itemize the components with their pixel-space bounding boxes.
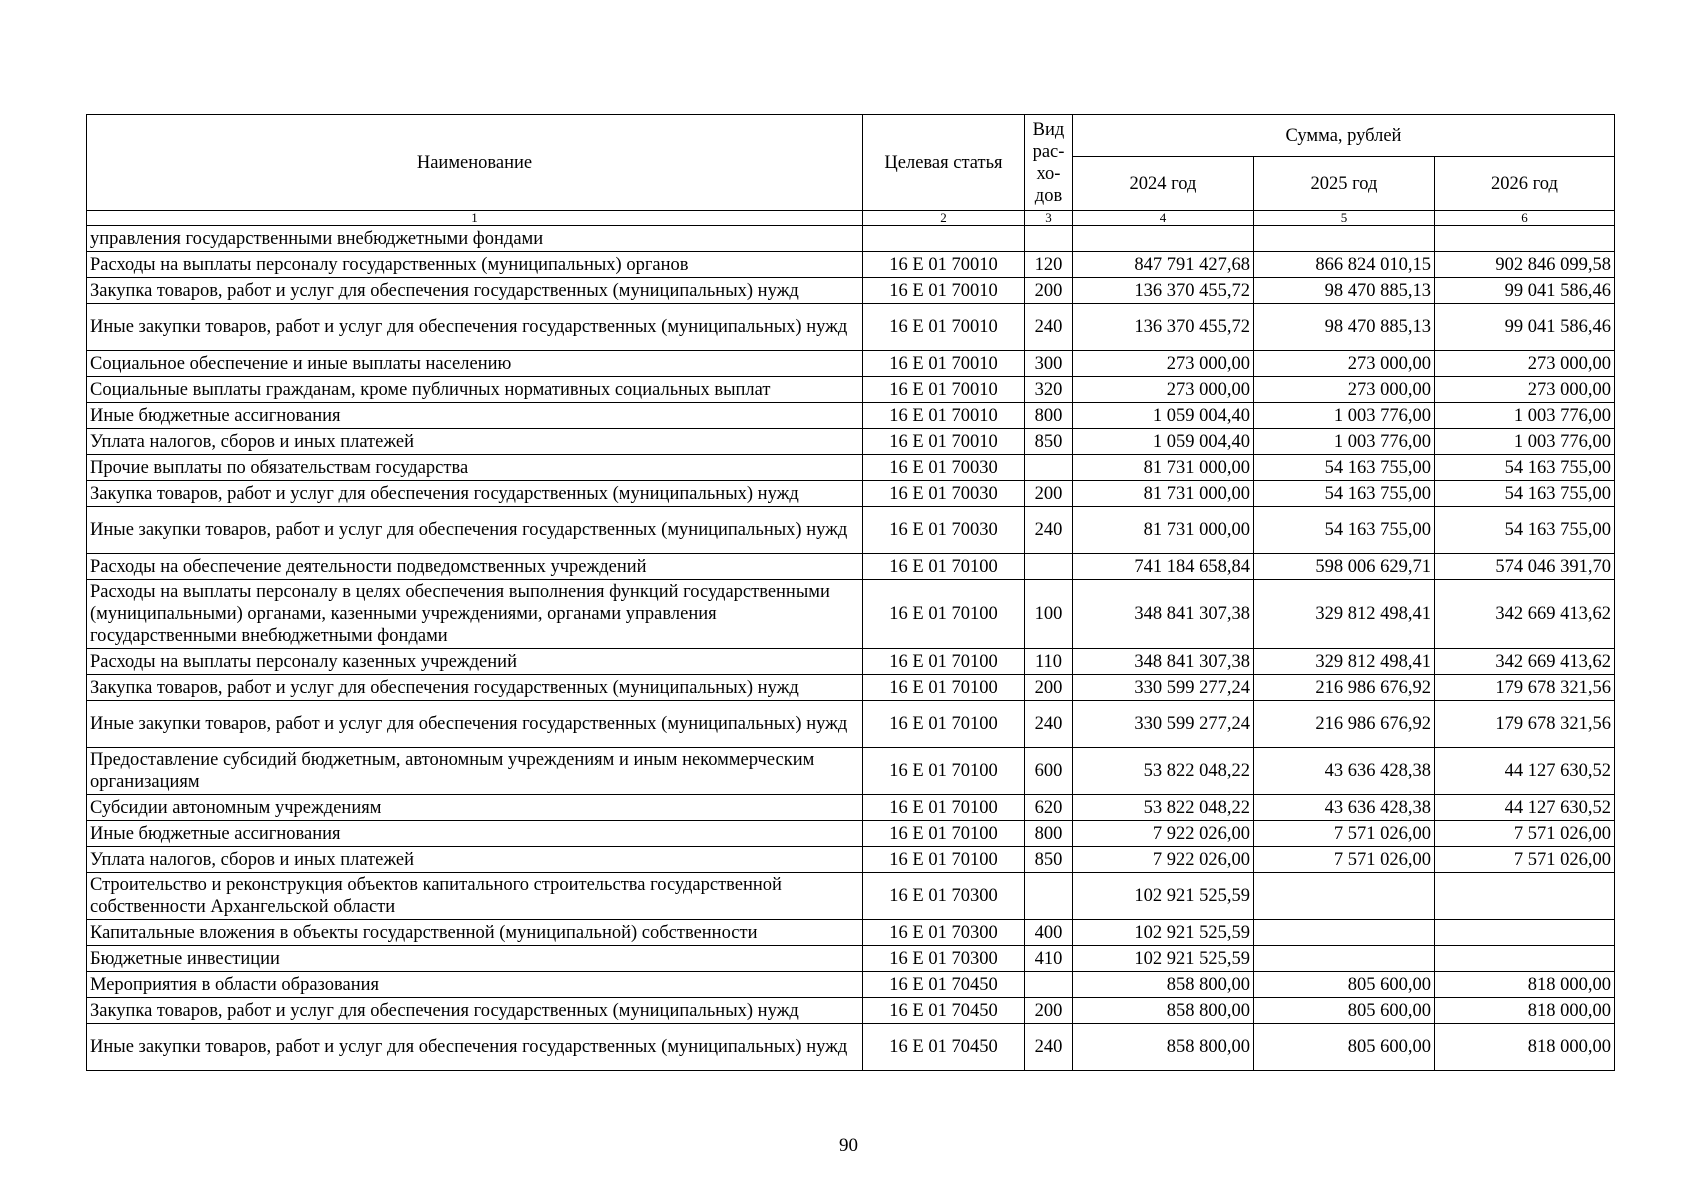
row-amount-2025: 329 812 498,41 — [1254, 649, 1435, 675]
table-row — [87, 748, 1615, 795]
row-amount-2024 — [1073, 226, 1254, 252]
column-number: 6 — [1435, 211, 1615, 226]
row-amount-2025: 273 000,00 — [1254, 351, 1435, 377]
row-target-code: 16 Е 01 70030 — [863, 507, 1025, 554]
row-name: Мероприятия в области образования — [87, 972, 863, 998]
row-amount-2024: 273 000,00 — [1073, 377, 1254, 403]
row-amount-2024: 348 841 307,38 — [1073, 580, 1254, 649]
row-amount-2024: 330 599 277,24 — [1073, 675, 1254, 701]
table-row — [87, 278, 1615, 304]
row-name: Социальное обеспечение и иные выплаты населению — [87, 351, 863, 377]
column-number: 3 — [1025, 211, 1073, 226]
row-target-code: 16 Е 01 70300 — [863, 946, 1025, 972]
row-expense-type: 200 — [1025, 481, 1073, 507]
row-target-code: 16 Е 01 70010 — [863, 377, 1025, 403]
row-target-code: 16 Е 01 70100 — [863, 795, 1025, 821]
row-target-code: 16 Е 01 70010 — [863, 351, 1025, 377]
row-expense-type: 240 — [1025, 304, 1073, 351]
table-row — [87, 972, 1615, 998]
row-expense-type: 850 — [1025, 429, 1073, 455]
row-amount-2026 — [1435, 226, 1615, 252]
row-name: Закупка товаров, работ и услуг для обеспечения государственных (муниципальных) нужд — [87, 675, 863, 701]
row-amount-2026: 818 000,00 — [1435, 998, 1615, 1024]
row-amount-2026: 54 163 755,00 — [1435, 455, 1615, 481]
row-amount-2024: 7 922 026,00 — [1073, 821, 1254, 847]
table-row — [87, 998, 1615, 1024]
row-amount-2025: 216 986 676,92 — [1254, 675, 1435, 701]
row-expense-type: 620 — [1025, 795, 1073, 821]
table-row — [87, 946, 1615, 972]
table-row — [87, 304, 1615, 351]
row-target-code: 16 Е 01 70100 — [863, 701, 1025, 748]
row-target-code: 16 Е 01 70010 — [863, 252, 1025, 278]
row-expense-type: 200 — [1025, 998, 1073, 1024]
row-expense-type — [1025, 455, 1073, 481]
table-row — [87, 675, 1615, 701]
table-row — [87, 252, 1615, 278]
header-target-code: Целевая статья — [863, 115, 1025, 211]
row-amount-2025: 329 812 498,41 — [1254, 580, 1435, 649]
row-amount-2026: 7 571 026,00 — [1435, 847, 1615, 873]
row-target-code: 16 Е 01 70300 — [863, 873, 1025, 920]
row-target-code: 16 Е 01 70450 — [863, 972, 1025, 998]
table-row — [87, 580, 1615, 649]
row-name: Закупка товаров, работ и услуг для обеспечения государственных (муниципальных) нужд — [87, 998, 863, 1024]
row-amount-2024: 348 841 307,38 — [1073, 649, 1254, 675]
column-number: 4 — [1073, 211, 1254, 226]
row-amount-2026 — [1435, 873, 1615, 920]
row-name: Социальные выплаты гражданам, кроме публичных нормативных социальных выплат — [87, 377, 863, 403]
row-amount-2024: 741 184 658,84 — [1073, 554, 1254, 580]
row-target-code: 16 Е 01 70450 — [863, 998, 1025, 1024]
row-amount-2025: 54 163 755,00 — [1254, 481, 1435, 507]
row-amount-2025: 54 163 755,00 — [1254, 507, 1435, 554]
table-row — [87, 554, 1615, 580]
table-row — [87, 920, 1615, 946]
header-expense-type — [1025, 115, 1073, 211]
row-name: управления государственными внебюджетными фондами — [87, 226, 863, 252]
table-row — [87, 795, 1615, 821]
row-expense-type — [1025, 873, 1073, 920]
row-amount-2025 — [1254, 946, 1435, 972]
row-name: Расходы на выплаты персоналу в целях обеспечения выполнения функций государственными (муниципальными) органами, казенными учреждениями, органами управления государственными внебюджетными фондами — [87, 580, 863, 649]
row-amount-2025: 1 003 776,00 — [1254, 403, 1435, 429]
row-amount-2025: 43 636 428,38 — [1254, 795, 1435, 821]
row-amount-2024: 102 921 525,59 — [1073, 873, 1254, 920]
table-row — [87, 873, 1615, 920]
row-target-code: 16 Е 01 70030 — [863, 481, 1025, 507]
row-amount-2024: 102 921 525,59 — [1073, 946, 1254, 972]
row-amount-2024: 7 922 026,00 — [1073, 847, 1254, 873]
row-target-code: 16 Е 01 70100 — [863, 847, 1025, 873]
row-amount-2026: 179 678 321,56 — [1435, 675, 1615, 701]
table-row — [87, 649, 1615, 675]
row-expense-type: 240 — [1025, 1024, 1073, 1071]
row-expense-type: 400 — [1025, 920, 1073, 946]
row-amount-2025: 98 470 885,13 — [1254, 304, 1435, 351]
row-expense-type: 240 — [1025, 701, 1073, 748]
column-number: 5 — [1254, 211, 1435, 226]
row-target-code: 16 Е 01 70100 — [863, 649, 1025, 675]
row-amount-2024: 136 370 455,72 — [1073, 278, 1254, 304]
header-year-2024: 2024 год — [1073, 157, 1254, 211]
row-target-code: 16 Е 01 70010 — [863, 304, 1025, 351]
row-amount-2024: 53 822 048,22 — [1073, 748, 1254, 795]
row-amount-2024: 81 731 000,00 — [1073, 481, 1254, 507]
row-name: Предоставление субсидий бюджетным, автономным учреждениям и иным некоммерческим организациям — [87, 748, 863, 795]
row-amount-2026 — [1435, 920, 1615, 946]
row-expense-type: 850 — [1025, 847, 1073, 873]
row-amount-2024: 1 059 004,40 — [1073, 429, 1254, 455]
table-row — [87, 403, 1615, 429]
row-amount-2026: 54 163 755,00 — [1435, 507, 1615, 554]
header-year-2026: 2026 год — [1435, 157, 1615, 211]
row-target-code: 16 Е 01 70010 — [863, 278, 1025, 304]
row-name: Иные закупки товаров, работ и услуг для обеспечения государственных (муниципальных) нужд — [87, 304, 863, 351]
row-amount-2025: 805 600,00 — [1254, 998, 1435, 1024]
row-amount-2026: 1 003 776,00 — [1435, 429, 1615, 455]
row-name: Расходы на выплаты персоналу казенных учреждений — [87, 649, 863, 675]
row-amount-2024: 81 731 000,00 — [1073, 507, 1254, 554]
header-name: Наименование — [87, 115, 863, 211]
row-amount-2024: 53 822 048,22 — [1073, 795, 1254, 821]
row-name: Расходы на выплаты персоналу государственных (муниципальных) органов — [87, 252, 863, 278]
row-amount-2026: 1 003 776,00 — [1435, 403, 1615, 429]
header-expense-type-line: дов — [1034, 185, 1063, 206]
row-amount-2025 — [1254, 226, 1435, 252]
row-amount-2026: 818 000,00 — [1435, 972, 1615, 998]
row-expense-type: 200 — [1025, 278, 1073, 304]
row-target-code: 16 Е 01 70100 — [863, 580, 1025, 649]
row-amount-2025: 598 006 629,71 — [1254, 554, 1435, 580]
table-row — [87, 481, 1615, 507]
header-sum: Сумма, рублей — [1073, 115, 1615, 157]
row-amount-2025 — [1254, 873, 1435, 920]
row-target-code: 16 Е 01 70100 — [863, 748, 1025, 795]
row-amount-2026: 99 041 586,46 — [1435, 304, 1615, 351]
table-row — [87, 701, 1615, 748]
row-amount-2024: 330 599 277,24 — [1073, 701, 1254, 748]
row-name: Иные закупки товаров, работ и услуг для обеспечения государственных (муниципальных) нужд — [87, 701, 863, 748]
header-expense-type-line: рас- — [1032, 141, 1065, 162]
row-target-code: 16 Е 01 70100 — [863, 675, 1025, 701]
header-year-2025: 2025 год — [1254, 157, 1435, 211]
row-expense-type: 320 — [1025, 377, 1073, 403]
row-amount-2025: 43 636 428,38 — [1254, 748, 1435, 795]
table-row — [87, 429, 1615, 455]
row-amount-2025 — [1254, 920, 1435, 946]
row-name: Иные закупки товаров, работ и услуг для обеспечения государственных (муниципальных) нужд — [87, 507, 863, 554]
row-amount-2025: 1 003 776,00 — [1254, 429, 1435, 455]
column-numbers-row — [87, 211, 1615, 226]
row-name: Уплата налогов, сборов и иных платежей — [87, 847, 863, 873]
row-amount-2024: 858 800,00 — [1073, 972, 1254, 998]
row-target-code: 16 Е 01 70030 — [863, 455, 1025, 481]
row-amount-2026: 818 000,00 — [1435, 1024, 1615, 1071]
row-target-code — [863, 226, 1025, 252]
row-expense-type: 240 — [1025, 507, 1073, 554]
row-target-code: 16 Е 01 70300 — [863, 920, 1025, 946]
row-amount-2026: 54 163 755,00 — [1435, 481, 1615, 507]
row-amount-2026: 902 846 099,58 — [1435, 252, 1615, 278]
row-target-code: 16 Е 01 70450 — [863, 1024, 1025, 1071]
budget-table — [86, 114, 1615, 1071]
table-body — [87, 226, 1615, 1071]
row-amount-2024: 81 731 000,00 — [1073, 455, 1254, 481]
table-row — [87, 1024, 1615, 1071]
table-row — [87, 821, 1615, 847]
row-name: Иные закупки товаров, работ и услуг для обеспечения государственных (муниципальных) нужд — [87, 1024, 863, 1071]
row-amount-2025: 805 600,00 — [1254, 972, 1435, 998]
row-expense-type — [1025, 972, 1073, 998]
row-amount-2026: 179 678 321,56 — [1435, 701, 1615, 748]
row-amount-2026: 44 127 630,52 — [1435, 748, 1615, 795]
row-expense-type: 600 — [1025, 748, 1073, 795]
row-expense-type: 100 — [1025, 580, 1073, 649]
row-amount-2025: 98 470 885,13 — [1254, 278, 1435, 304]
row-expense-type: 200 — [1025, 675, 1073, 701]
row-amount-2025: 805 600,00 — [1254, 1024, 1435, 1071]
table-row — [87, 455, 1615, 481]
row-amount-2024: 858 800,00 — [1073, 998, 1254, 1024]
column-number: 2 — [863, 211, 1025, 226]
row-target-code: 16 Е 01 70100 — [863, 821, 1025, 847]
row-target-code: 16 Е 01 70010 — [863, 403, 1025, 429]
row-amount-2025: 216 986 676,92 — [1254, 701, 1435, 748]
header-expense-type-line: хо- — [1036, 163, 1061, 184]
row-target-code: 16 Е 01 70100 — [863, 554, 1025, 580]
page-number: 90 — [839, 1135, 858, 1156]
row-name: Бюджетные инвестиции — [87, 946, 863, 972]
row-name: Закупка товаров, работ и услуг для обеспечения государственных (муниципальных) нужд — [87, 481, 863, 507]
row-name: Капитальные вложения в объекты государственной (муниципальной) собственности — [87, 920, 863, 946]
row-amount-2026: 273 000,00 — [1435, 351, 1615, 377]
row-amount-2026: 342 669 413,62 — [1435, 649, 1615, 675]
row-amount-2026: 574 046 391,70 — [1435, 554, 1615, 580]
column-number: 1 — [87, 211, 863, 226]
table-row — [87, 847, 1615, 873]
row-name: Прочие выплаты по обязательствам государства — [87, 455, 863, 481]
row-amount-2026: 273 000,00 — [1435, 377, 1615, 403]
row-amount-2024: 858 800,00 — [1073, 1024, 1254, 1071]
table-row — [87, 507, 1615, 554]
table-row — [87, 351, 1615, 377]
row-expense-type: 800 — [1025, 403, 1073, 429]
row-target-code: 16 Е 01 70010 — [863, 429, 1025, 455]
row-name: Иные бюджетные ассигнования — [87, 821, 863, 847]
row-amount-2024: 847 791 427,68 — [1073, 252, 1254, 278]
row-amount-2025: 273 000,00 — [1254, 377, 1435, 403]
header-expense-type-line: Вид — [1032, 119, 1065, 140]
row-expense-type: 120 — [1025, 252, 1073, 278]
row-amount-2026: 342 669 413,62 — [1435, 580, 1615, 649]
row-name: Субсидии автономным учреждениям — [87, 795, 863, 821]
row-name: Иные бюджетные ассигнования — [87, 403, 863, 429]
row-amount-2026 — [1435, 946, 1615, 972]
row-amount-2026: 44 127 630,52 — [1435, 795, 1615, 821]
row-expense-type: 410 — [1025, 946, 1073, 972]
row-expense-type: 300 — [1025, 351, 1073, 377]
row-amount-2025: 7 571 026,00 — [1254, 847, 1435, 873]
row-expense-type — [1025, 554, 1073, 580]
row-name: Уплата налогов, сборов и иных платежей — [87, 429, 863, 455]
row-amount-2024: 273 000,00 — [1073, 351, 1254, 377]
row-amount-2025: 54 163 755,00 — [1254, 455, 1435, 481]
row-name: Расходы на обеспечение деятельности подведомственных учреждений — [87, 554, 863, 580]
table-header — [87, 115, 1615, 226]
row-amount-2026: 99 041 586,46 — [1435, 278, 1615, 304]
row-amount-2025: 7 571 026,00 — [1254, 821, 1435, 847]
row-amount-2025: 866 824 010,15 — [1254, 252, 1435, 278]
row-amount-2026: 7 571 026,00 — [1435, 821, 1615, 847]
row-expense-type: 800 — [1025, 821, 1073, 847]
row-amount-2024: 136 370 455,72 — [1073, 304, 1254, 351]
row-expense-type: 110 — [1025, 649, 1073, 675]
row-expense-type — [1025, 226, 1073, 252]
table-row — [87, 226, 1615, 252]
row-name: Закупка товаров, работ и услуг для обеспечения государственных (муниципальных) нужд — [87, 278, 863, 304]
row-amount-2024: 102 921 525,59 — [1073, 920, 1254, 946]
table-row — [87, 377, 1615, 403]
row-amount-2024: 1 059 004,40 — [1073, 403, 1254, 429]
row-name: Строительство и реконструкция объектов капитального строительства государственной собственности Архангельской области — [87, 873, 863, 920]
